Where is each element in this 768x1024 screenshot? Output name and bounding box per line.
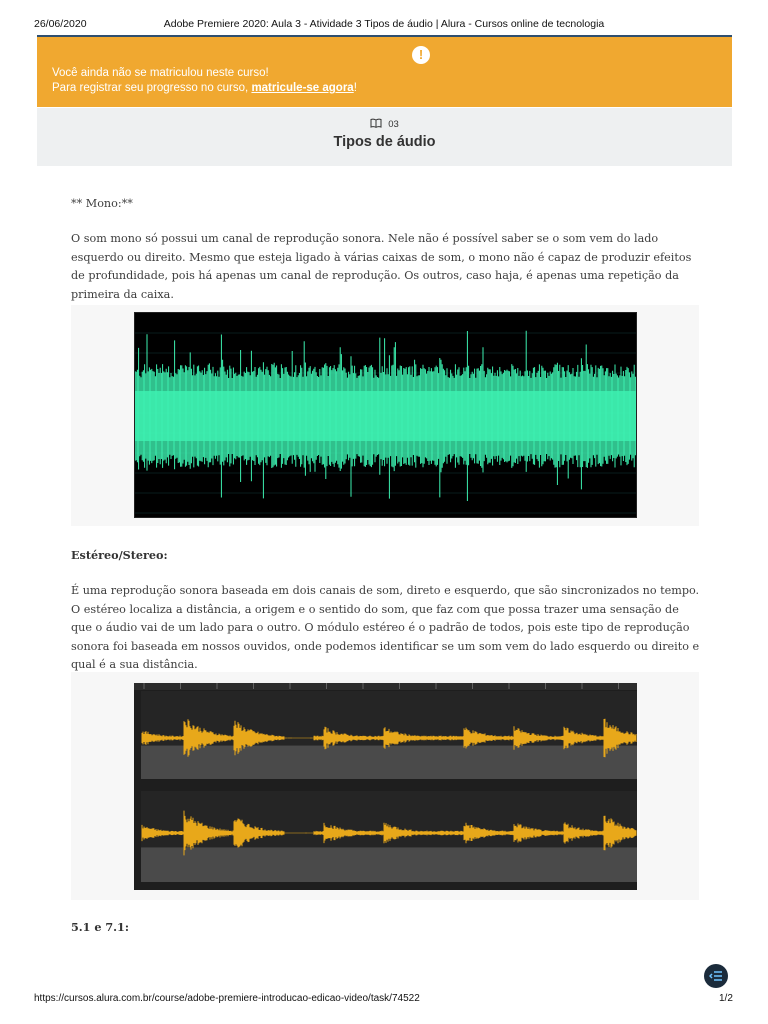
- alert-message: Você ainda não se matriculou neste curso!: [52, 67, 269, 79]
- menu-collapse-icon[interactable]: [704, 964, 728, 988]
- lesson-number: 03: [388, 119, 399, 131]
- enroll-now-link[interactable]: matricule-se agora: [251, 82, 354, 94]
- enrollment-alert: [37, 37, 732, 107]
- stereo-waveform-image: [134, 683, 637, 890]
- stereo-waveform: [134, 683, 637, 890]
- lesson-number-row: [37, 118, 732, 131]
- surround-heading: 5.1 e 7.1:: [71, 920, 129, 934]
- mono-heading: ** Mono:**: [71, 197, 133, 210]
- print-page-number: 1/2: [719, 993, 733, 1004]
- alert-register-suffix: !: [353, 82, 357, 94]
- alert-register-message: [52, 82, 357, 94]
- lesson-title: Tipos de áudio: [333, 134, 436, 150]
- print-date: 26/06/2020: [34, 18, 87, 30]
- mono-waveform: [135, 313, 637, 518]
- alert-register-prefix: Para registrar seu progresso no curso,: [52, 82, 252, 94]
- mono-paragraph: O som mono só possui um canal de reprodução sonora. Nele não é possível saber se o som vem do lado esquerdo ou direito. Mesmo que esteja ligado à várias caixas de som, o mono não é capaz de produzir efeitos de profundidade, pois há apenas um canal de reprodução. Os outros, caso haja, é apenas uma repetição da primeira da caixa.: [71, 232, 692, 301]
- book-icon: [370, 118, 382, 131]
- print-url: https://cursos.alura.com.br/course/adobe-premiere-introducao-edicao-video/task/74522: [34, 993, 420, 1004]
- mono-waveform-image: [134, 312, 637, 518]
- lesson-header: [37, 108, 732, 166]
- print-header: [0, 0, 768, 34]
- exclamation-icon: !: [412, 46, 430, 64]
- print-page-title: Adobe Premiere 2020: Aula 3 - Atividade 3 Tipos de áudio | Alura - Cursos online de tecnologia: [163, 18, 605, 30]
- stereo-heading: Estéreo/Stereo:: [71, 548, 168, 562]
- stereo-paragraph: É uma reprodução sonora baseada em dois canais de som, direto e esquerdo, que são sincronizados no tempo. O estéreo localiza a distância, a origem e o sentido do som, que faz com que possa trazer uma sensação de que o áudio vai de um lado para o outro. O módulo estéreo é o padrão de todos, pois este tipo de reprodução sonora foi baseada em nossos ouvidos, onde podemos identificar se um som vem do lado esquerdo ou direito e qual é a sua distância.: [71, 584, 700, 671]
